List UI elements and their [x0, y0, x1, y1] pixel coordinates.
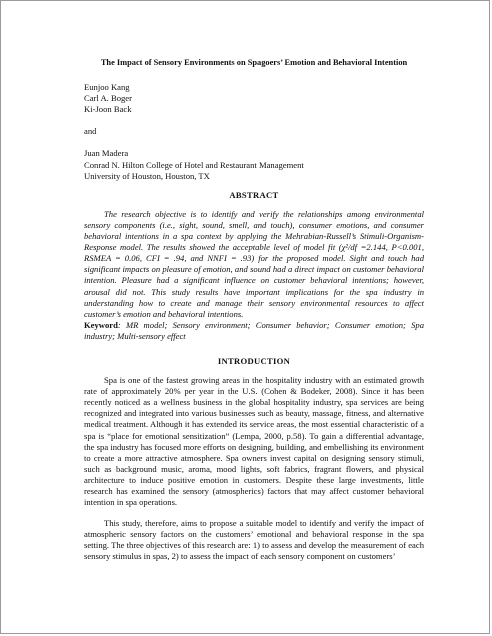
abstract-text: The research objective is to identify and verify the relationships among environmental sensory components (i.e., sight, sound, smell, and touch), consumer emotions, and consumer behavioral intentions in a spa context by applying the Mehrabian-Russell’s Stimuli-Organism-Response model. The results showed the acceptable level of model fit (χ²/df =2.144, P<0.001, RSMEA = 0.06, CFI = .94, and NNFI = .93) for the proposed model. Sight and touch had significant impacts on pleasure of emotion, and sound had a direct impact on customer behavioral intention. Pleasure had a significant influence on customer behavioral intentions; however, arousal did not. This study results have important implications for the spa industry in understanding how to create and manage their sensory environmental resources to affect customer’s emotion and behavioral intentions. — [84, 208, 424, 319]
author-name: Ki-Joon Back — [84, 104, 132, 115]
author-affiliation: Conrad N. Hilton College of Hotel and Restaurant Management — [84, 159, 304, 170]
author-university: University of Houston, Houston, TX — [84, 170, 210, 181]
keyword-list: : MR model; Sensory environment; Consumer behavior; Consumer emotion; Spa industry; Multi-sensory effect — [84, 319, 424, 341]
keywords — [84, 320, 424, 342]
author-name: Carl A. Boger — [84, 93, 132, 104]
introduction-heading: INTRODUCTION — [217, 355, 291, 366]
abstract-heading: ABSTRACT — [229, 189, 279, 200]
introduction-paragraph: This study, therefore, aims to propose a suitable model to identify and verify the impact of atmospheric sensory factors on the customers’ emotional and behavioral response in the spa setting. The three objectives of this research are: 1) to assess and develop the measurement of each sensory stimulus in spas, 2) to assess the impact of each sensory component on customers’ — [84, 518, 424, 562]
paper-title: The Impact of Sensory Environments on Spagoers’ Emotion and Behavioral Intention — [100, 58, 408, 67]
author-name: Eunjoo Kang — [84, 82, 130, 93]
author-conjunction: and — [84, 126, 97, 137]
author-name: Juan Madera — [84, 148, 129, 159]
keyword-label: Keyword — [84, 319, 118, 330]
introduction-paragraph: Spa is one of the fastest growing areas in the hospitality industry with an estimated growth rate of approximately 20% per year in the U.S. (Cohen & Bodeker, 2008). Since it has been recently noticed as a wellness business in the global hospitality industry, spa services are being recognized and integrated into various businesses such as beauty, massage, fitness, and alternative medical treatment. Although it has extended its service areas, the most essential characteristic of a spa is “place for emotional sensitization” (Lempa, 2000, p.58). To gain a differential advantage, the spa industry has focused more efforts on designing, building, and embellishing its environment to create a more attractive atmosphere. Spa owners invest capital on designing sensory stimuli, such as background music, aroma, mood lights, soft fabrics, fragrant flowers, and physical architecture to induce positive emotion in customers. Despite these large investments, little research has examined the sensory (atmospherics) factors that may affect customer behavioral intention in spa operations. — [84, 375, 424, 508]
page-content — [84, 57, 424, 573]
